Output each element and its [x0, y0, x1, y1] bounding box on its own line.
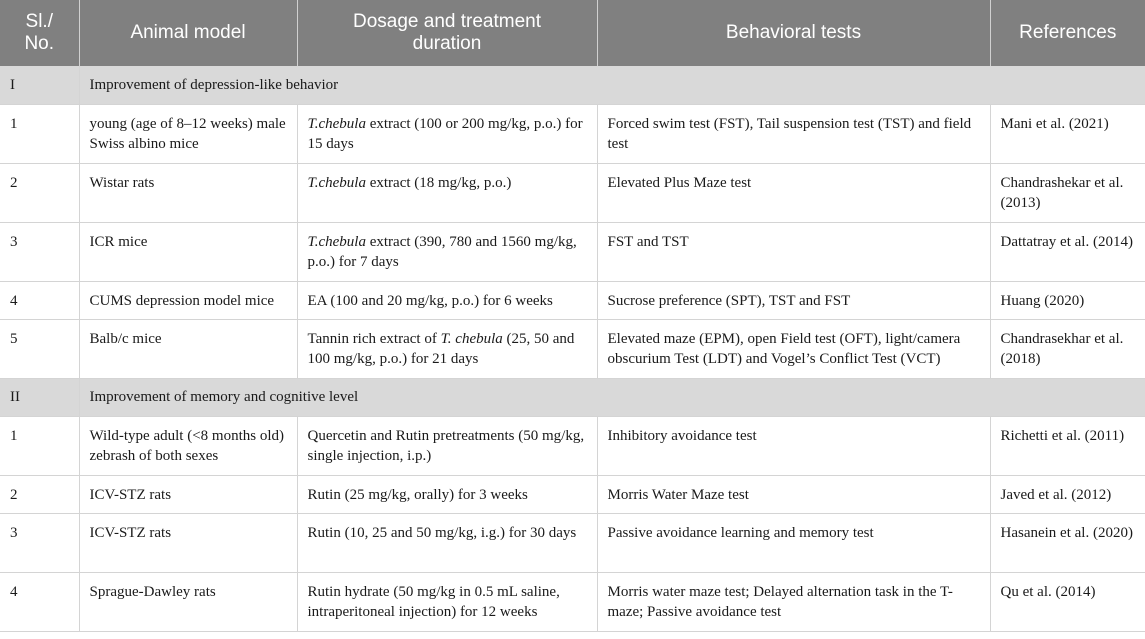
animal-model-cell: Balb/c mice: [79, 319, 297, 378]
dosage-cell: Rutin (25 mg/kg, orally) for 3 weeks: [297, 475, 597, 513]
reference-cell: Chandrasekhar et al. (2018): [990, 319, 1145, 378]
behavioral-tests-cell: Forced swim test (FST), Tail suspension test (TST) and field test: [597, 104, 990, 163]
table-row: [0, 281, 1145, 319]
row-number: 4: [0, 281, 79, 319]
section-number: I: [0, 66, 79, 104]
section-title: Improvement of depression-like behavior: [79, 66, 1145, 104]
behavioral-tests-cell: Sucrose preference (SPT), TST and FST: [597, 281, 990, 319]
reference-cell: Hasanein et al. (2020): [990, 513, 1145, 572]
table-row: [0, 319, 1145, 378]
animal-model-cell: ICR mice: [79, 222, 297, 281]
header-behavioral-tests: Behavioral tests: [597, 0, 990, 66]
table-row: [0, 572, 1145, 631]
section-title: Improvement of memory and cognitive level: [79, 378, 1145, 416]
table-row: [0, 222, 1145, 281]
table-row: [0, 104, 1145, 163]
dosage-cell: Quercetin and Rutin pretreatments (50 mg/kg, single injection, i.p.): [297, 416, 597, 475]
row-number: 1: [0, 416, 79, 475]
table-row: [0, 475, 1145, 513]
behavioral-tests-cell: Inhibitory avoidance test: [597, 416, 990, 475]
section-row: [0, 66, 1145, 104]
reference-cell: Mani et al. (2021): [990, 104, 1145, 163]
animal-model-cell: CUMS depression model mice: [79, 281, 297, 319]
animal-model-cell: ICV-STZ rats: [79, 475, 297, 513]
row-number: 3: [0, 222, 79, 281]
table-row: [0, 163, 1145, 222]
header-animal-model: Animal model: [79, 0, 297, 66]
table-header: [0, 0, 1145, 66]
row-number: 5: [0, 319, 79, 378]
behavioral-tests-cell: FST and TST: [597, 222, 990, 281]
behavioral-tests-cell: Elevated Plus Maze test: [597, 163, 990, 222]
header-serial-number: Sl./ No.: [0, 0, 79, 66]
dosage-cell: Rutin hydrate (50 mg/kg in 0.5 mL saline, intraperitoneal injection) for 12 weeks: [297, 572, 597, 631]
dosage-cell: Rutin (10, 25 and 50 mg/kg, i.g.) for 30 days: [297, 513, 597, 572]
header-references: References: [990, 0, 1145, 66]
reference-cell: Qu et al. (2014): [990, 572, 1145, 631]
animal-model-cell: Sprague-Dawley rats: [79, 572, 297, 631]
dosage-cell: T.chebula extract (18 mg/kg, p.o.): [297, 163, 597, 222]
animal-model-cell: Wild-type adult (<8 months old) zebrash of both sexes: [79, 416, 297, 475]
row-number: 4: [0, 572, 79, 631]
section-number: II: [0, 378, 79, 416]
behavioral-tests-cell: Elevated maze (EPM), open Field test (OFT), light/camera obscurium Test (LDT) and Vogel’s Conflict Test (VCT): [597, 319, 990, 378]
dosage-cell: Tannin rich extract of T. chebula (25, 50 and 100 mg/kg, p.o.) for 21 days: [297, 319, 597, 378]
behavioral-tests-cell: Morris water maze test; Delayed alternation task in the T-maze; Passive avoidance test: [597, 572, 990, 631]
behavioral-tests-cell: Morris Water Maze test: [597, 475, 990, 513]
reference-cell: Richetti et al. (2011): [990, 416, 1145, 475]
table-row: [0, 416, 1145, 475]
section-row: [0, 378, 1145, 416]
row-number: 3: [0, 513, 79, 572]
behavioral-tests-cell: Passive avoidance learning and memory test: [597, 513, 990, 572]
dosage-cell: T.chebula extract (390, 780 and 1560 mg/kg, p.o.) for 7 days: [297, 222, 597, 281]
animal-model-cell: ICV-STZ rats: [79, 513, 297, 572]
dosage-cell: EA (100 and 20 mg/kg, p.o.) for 6 weeks: [297, 281, 597, 319]
row-number: 2: [0, 163, 79, 222]
header-dosage: Dosage and treatment duration: [297, 0, 597, 66]
reference-cell: Chandrashekar et al. (2013): [990, 163, 1145, 222]
reference-cell: Dattatray et al. (2014): [990, 222, 1145, 281]
animal-model-cell: young (age of 8–12 weeks) male Swiss albino mice: [79, 104, 297, 163]
reference-cell: Javed et al. (2012): [990, 475, 1145, 513]
row-number: 2: [0, 475, 79, 513]
row-number: 1: [0, 104, 79, 163]
table-row: [0, 513, 1145, 572]
reference-cell: Huang (2020): [990, 281, 1145, 319]
animal-model-cell: Wistar rats: [79, 163, 297, 222]
dosage-cell: T.chebula extract (100 or 200 mg/kg, p.o.) for 15 days: [297, 104, 597, 163]
